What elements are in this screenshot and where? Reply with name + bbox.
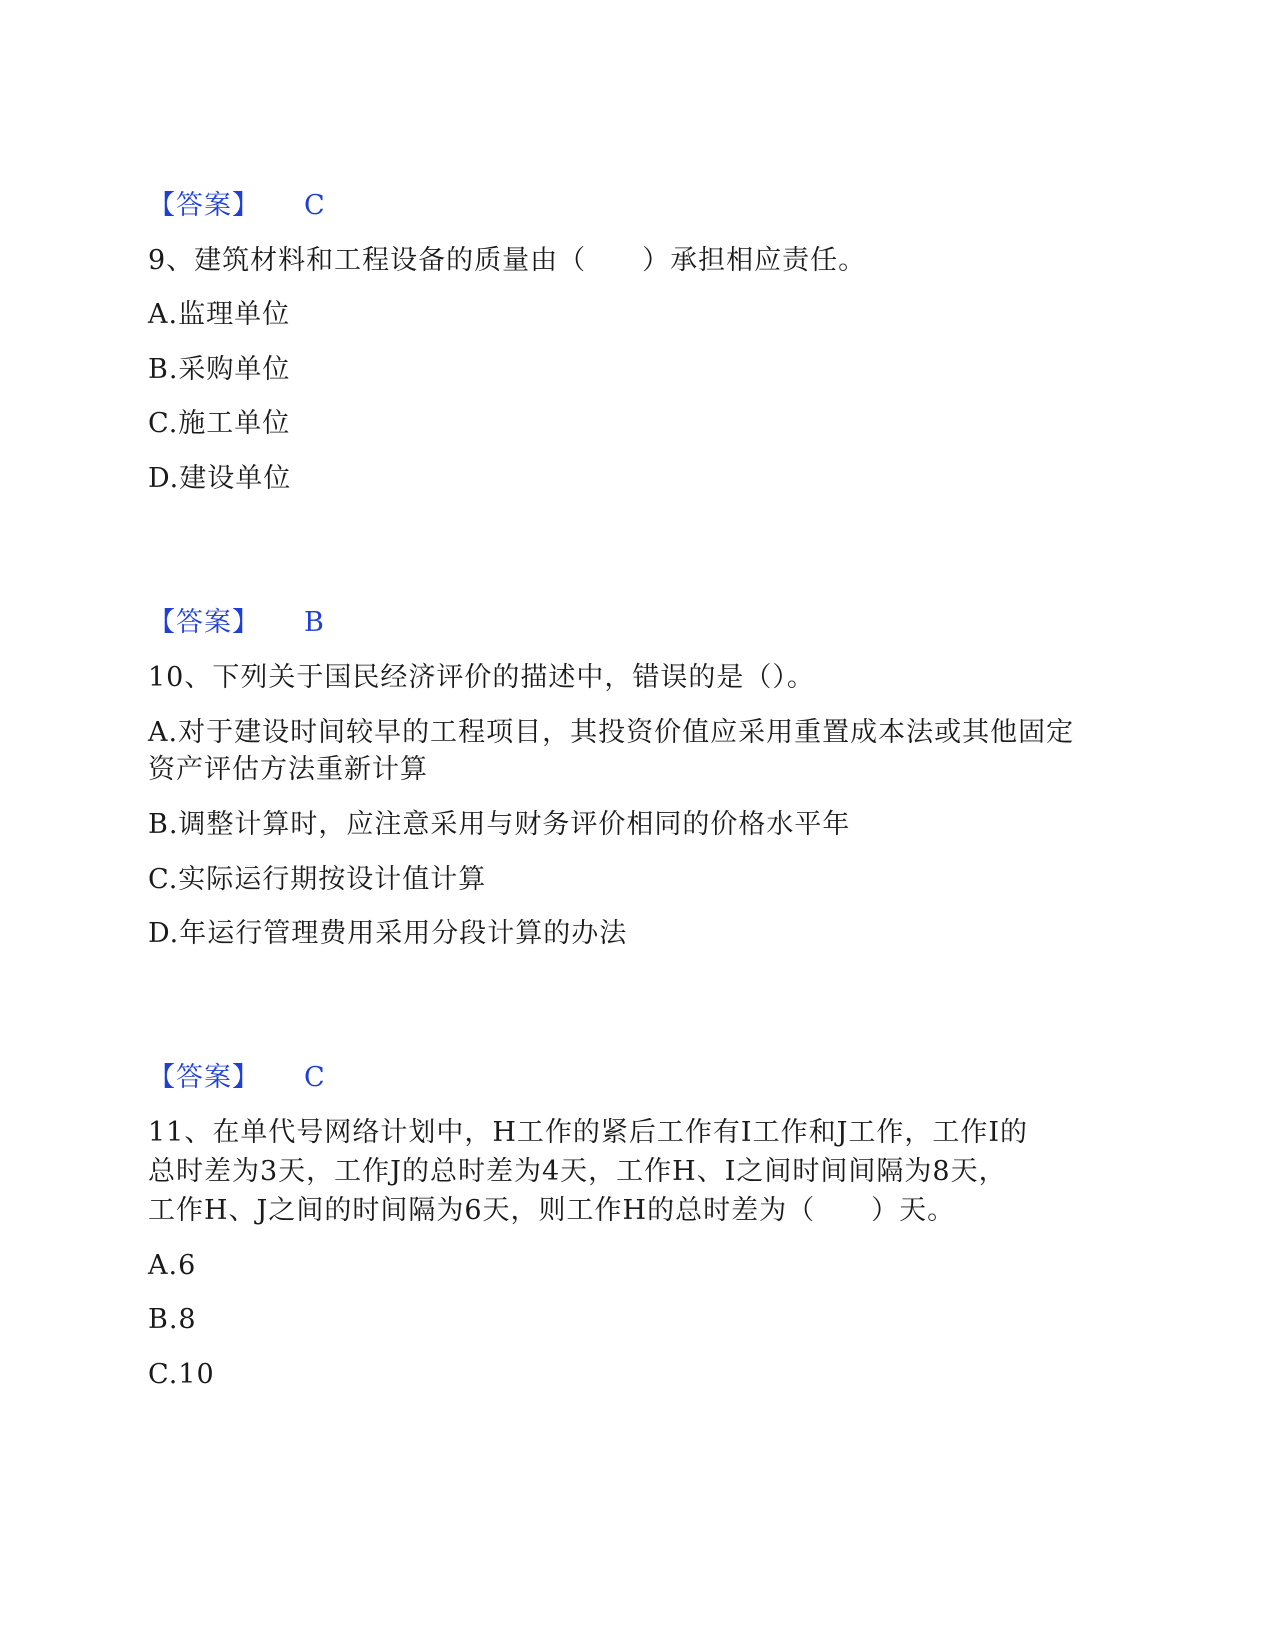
question-11-option-a: A.6 [148,1250,197,1281]
answer-value: C [304,1062,326,1093]
question-10-text: 10、下列关于国民经济评价的描述中，错误的是（）。 [148,662,815,693]
question-11-text-line-3: 工作H、J之间的时间隔为6天，则工作H的总时差为（ ）天。 [148,1195,956,1226]
question-9-option-a: A.监理单位 [148,299,291,330]
question-11-text-line-1: 11、在单代号网络计划中，H工作的紧后工作有I工作和J工作，工作I的 [148,1117,1029,1148]
question-9-text: 9、建筑材料和工程设备的质量由（ ）承担相应责任。 [148,245,867,276]
question-10-option-d: D.年运行管理费用采用分段计算的办法 [148,918,628,949]
question-10-option-a-cont: 资产评估方法重新计算 [148,754,428,785]
answer-value: C [304,190,326,221]
answer-line-2 [148,603,325,643]
answer-label: 【答案】 [148,1062,260,1093]
question-10-option-c: C.实际运行期按设计值计算 [148,864,487,895]
answer-line-1 [148,186,326,226]
question-9-option-d: D.建设单位 [148,463,292,494]
question-11-option-b: B.8 [148,1304,197,1335]
question-9-option-c: C.施工单位 [148,408,291,439]
question-10-option-a: A.对于建设时间较早的工程项目，其投资价值应采用重置成本法或其他固定 [148,717,1075,748]
question-11-option-c: C.10 [148,1359,215,1390]
question-11-text-line-2: 总时差为3天，工作J的总时差为4天，工作H、I之间时间间隔为8天， [148,1156,1007,1187]
question-9-option-b: B.采购单位 [148,354,291,385]
question-10-option-b: B.调整计算时，应注意采用与财务评价相同的价格水平年 [148,809,851,840]
answer-value: B [304,607,325,638]
answer-label: 【答案】 [148,190,260,221]
answer-label: 【答案】 [148,607,260,638]
answer-line-3 [148,1058,326,1098]
